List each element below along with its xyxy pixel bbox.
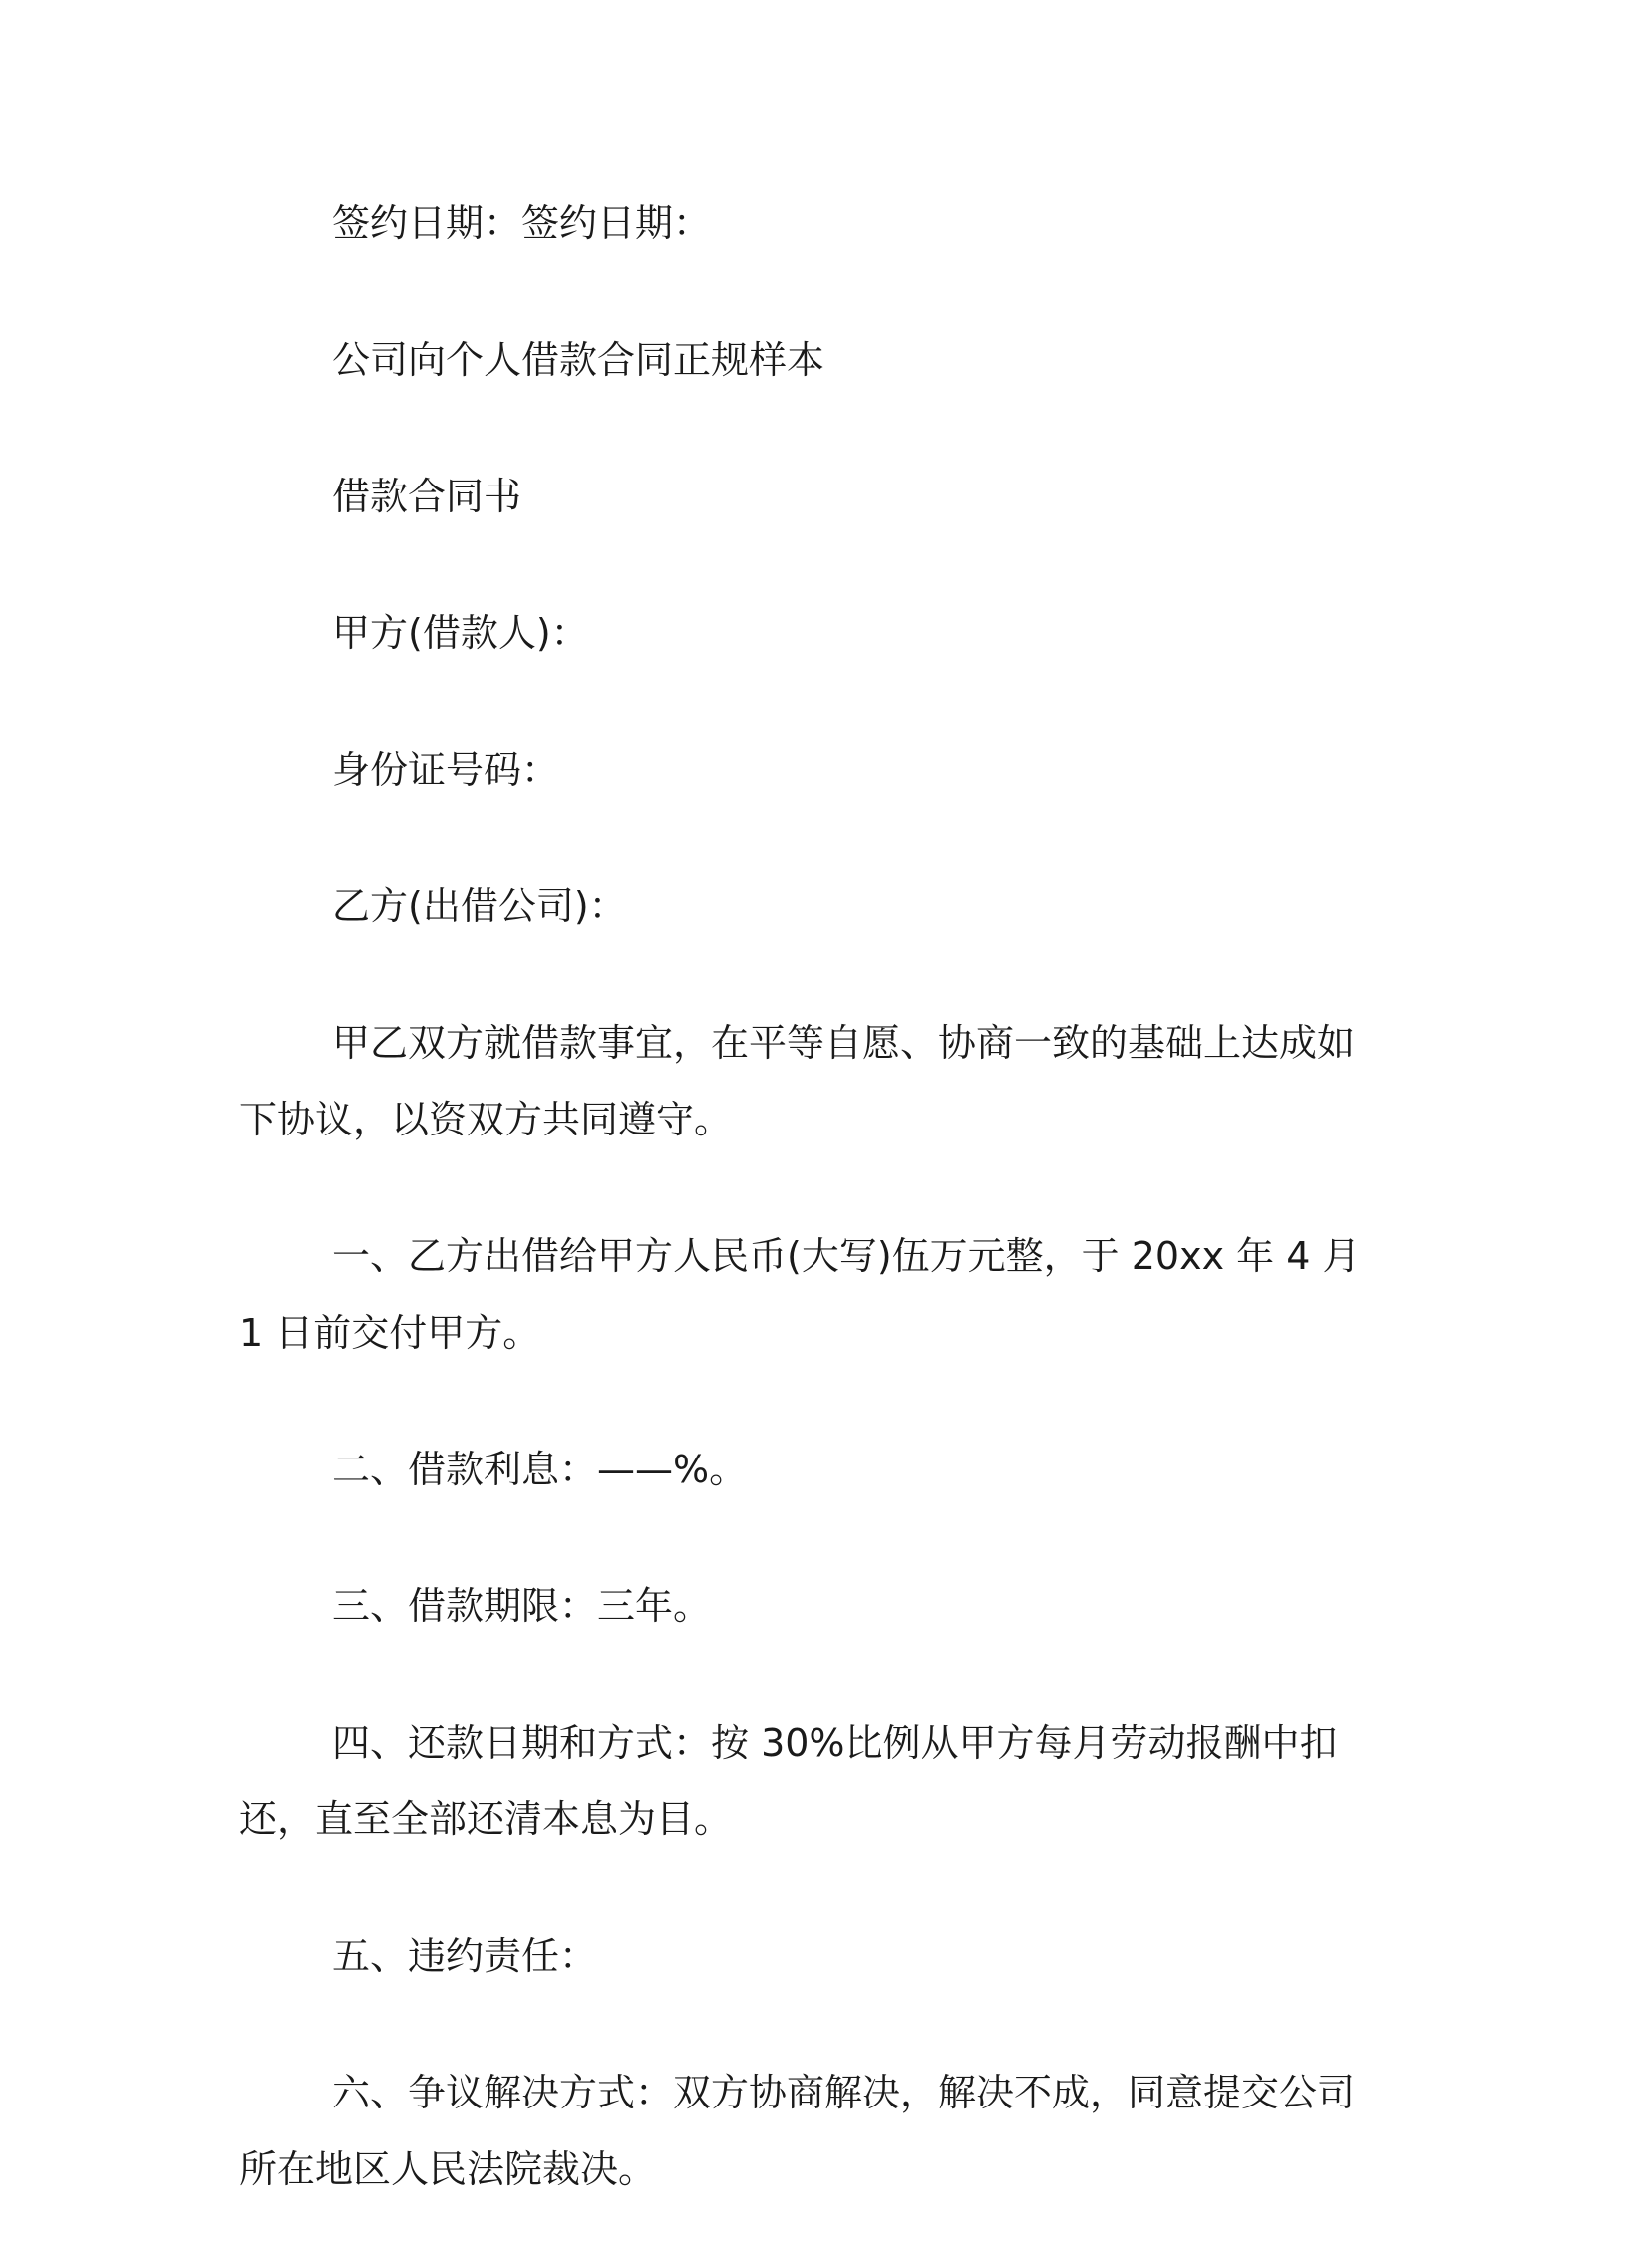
clause-6-dispute: 六、争议解决方式：双方协商解决，解决不成，同意提交公司所在地区人民法院裁决。 bbox=[239, 2071, 1356, 2191]
clause-2-interest: 二、借款利息：——%。 bbox=[332, 1448, 748, 1491]
contract-title: 借款合同书 bbox=[332, 475, 522, 518]
signing-date-line: 签约日期：签约日期： bbox=[332, 201, 712, 245]
clause-5-liability: 五、违约责任： bbox=[332, 1934, 598, 1978]
preamble-paragraph: 甲乙双方就借款事宜，在平等自愿、协商一致的基础上达成如下协议，以资双方共同遵守。 bbox=[239, 1021, 1356, 1141]
clause-1-loan-amount: 一、乙方出借给甲方人民币(大写)伍万元整，于 20xx 年 4 月 1 日前交付甲方。 bbox=[239, 1234, 1361, 1355]
party-b-field: 乙方(出借公司)： bbox=[332, 884, 627, 928]
document-heading: 公司向个人借款合同正规样本 bbox=[332, 338, 825, 382]
id-number-field: 身份证号码： bbox=[332, 748, 560, 792]
clause-3-term: 三、借款期限：三年。 bbox=[332, 1584, 712, 1628]
party-a-field: 甲方(借款人)： bbox=[332, 611, 589, 655]
clause-4-repayment: 四、还款日期和方式：按 30%比例从甲方每月劳动报酬中扣还，直至全部还清本息为目。 bbox=[239, 1721, 1338, 1841]
document-body bbox=[239, 185, 1376, 2268]
